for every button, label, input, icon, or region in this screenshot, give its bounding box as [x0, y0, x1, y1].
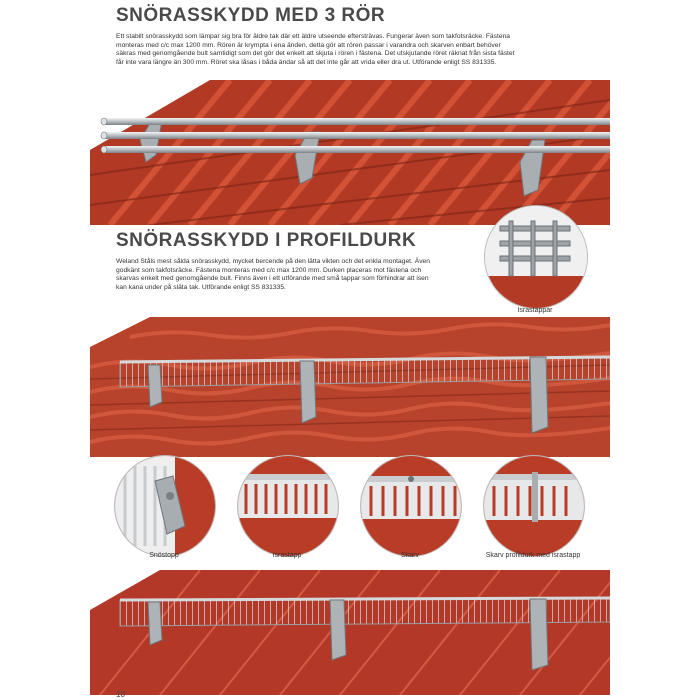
caption-ice-spike: Israstapp	[272, 552, 302, 559]
page-number: 10	[116, 690, 125, 699]
detail-ice-spike-image	[237, 455, 339, 557]
detail-ice-spikes-image	[484, 205, 588, 309]
photo-grating-tile-roof	[90, 317, 610, 457]
detail-joint-image	[360, 455, 462, 557]
section1-line: monteras med c/c max 1200 mm. Rören är krympta i ena änden, detta gör att rören passar i varandra och skarven enbart behöver	[116, 41, 501, 49]
photo-pipe-snow-guard	[90, 80, 610, 225]
section2-body	[116, 258, 486, 292]
section1-heading: SNÖRASSKYDD MED 3 RÖR	[116, 5, 386, 26]
section1-line: säkras med genomgående bult samtidigt som det gör det enkelt att skjuta i rören i fästena. Det utskjutande röret räknat från sista fästet	[116, 50, 515, 58]
detail-joint-spike-image	[483, 455, 585, 557]
detail-ice-spikes-caption: Israstappar	[517, 307, 553, 314]
section2-line: Weland Ståls mest sålda snörasskydd, mycket bercende på den lätta vikten och det enkla montaget. Även	[116, 258, 430, 265]
section1-line: får inte vara längre än 300 mm. Röret ska låsas i båda ändar så att det inte går att vrida eller dra ut. Utförande enligt SS 831335.	[116, 58, 497, 66]
photo-grating-metal-roof	[90, 570, 610, 695]
caption-joint-spike: Skarv profildurk med israstapp	[485, 552, 581, 559]
section1-line: Ett stabilt snörasskydd som lämpar sig bra för äldre tak där ett äldre utseende eftersträvas. Fungerar även som takfotsräcke. Fästena	[116, 33, 511, 40]
section2-line: kan kana under på släta tak. Utförande enligt SS 831335.	[116, 283, 286, 291]
section2-line: godkänt som takfotsräcke. Fästena monteras med c/c max 1200 mm. Durken placeras mot fästena och	[116, 266, 422, 274]
caption-snow-stop: Snöstopp	[149, 552, 179, 559]
section2-line: skarvas enkelt med genomgående bult. Finns även i ett utförande med små tappar som förhindrar att isen	[116, 275, 429, 283]
section2-heading: SNÖRASSKYDD I PROFILDURK	[116, 230, 417, 251]
caption-joint: Skarv	[401, 552, 419, 559]
detail-snow-stop-image	[114, 455, 216, 557]
section1-body	[116, 33, 606, 67]
